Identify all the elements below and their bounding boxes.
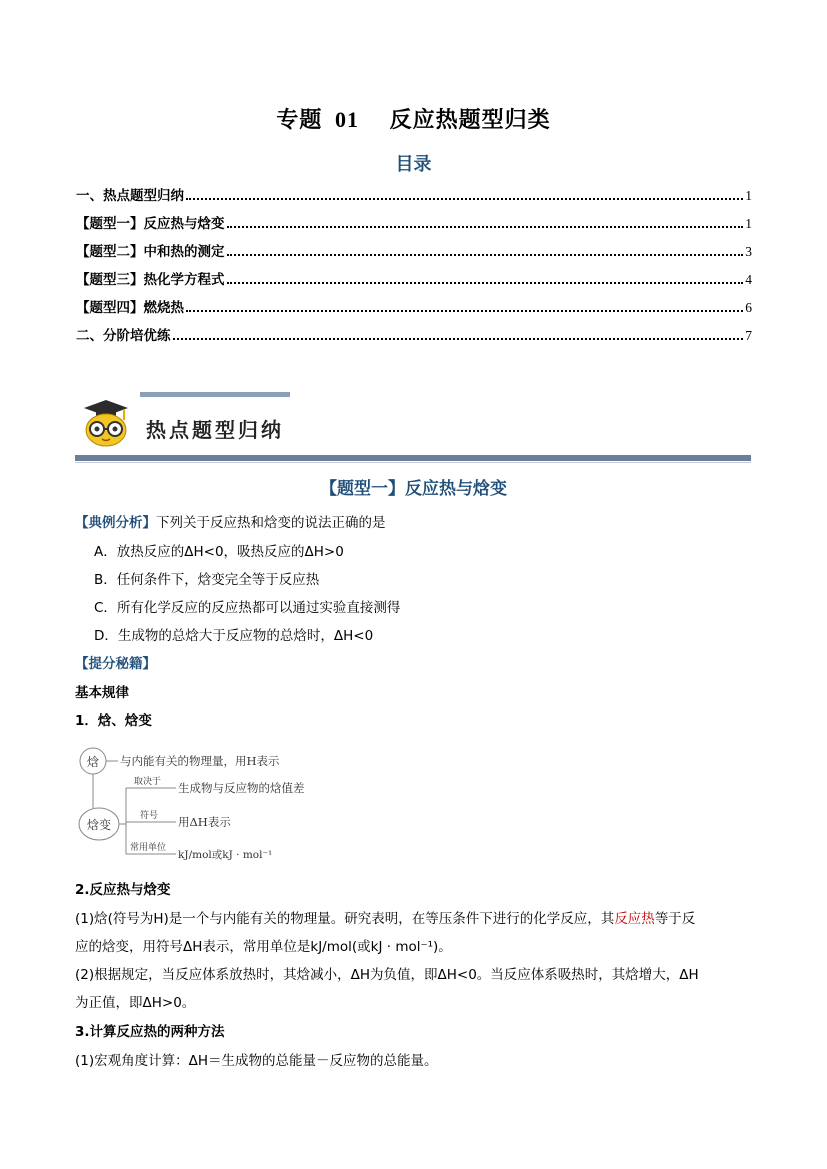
title-number: 01 [335, 107, 359, 132]
toc-leader [227, 254, 744, 256]
node-enthalpy-desc: 与内能有关的物理量，用H表示 [120, 754, 280, 768]
highlighted-term: 反应热 [614, 911, 655, 927]
title-prefix: 专题 [276, 107, 323, 133]
toc-item[interactable] [76, 324, 752, 344]
branch-value: 用ΔH表示 [178, 815, 231, 829]
example-tag: 【典例分析】 [75, 515, 156, 531]
option-letter: A． [94, 544, 117, 560]
toc-item-label: 【题型四】燃烧热 [76, 300, 184, 316]
option-d [94, 624, 373, 644]
toc-item[interactable] [76, 240, 752, 260]
paragraph-1-line-2: 应的焓变，用符号ΔH表示，常用单位是kJ/mol(或kJ · mol⁻¹)。 [75, 939, 452, 955]
banner-title: 热点题型归纳 [146, 418, 284, 442]
option-letter: C． [94, 600, 117, 616]
subheading-3: 3.计算反应热的两种方法 [75, 1024, 225, 1040]
option-text: 所有化学反应的反应热都可以通过实验直接测得 [116, 600, 401, 616]
paragraph-2-line-1: (2)根据规定，当反应体系放热时，其焓减小，ΔH为负值，即ΔH<0。当反应体系吸热时，其焓增大，ΔH [75, 967, 699, 983]
option-text: 生成物的总焓大于反应物的总焓时，ΔH<0 [117, 628, 374, 644]
paragraph-text: (1)焓(符号为H)是一个与内能有关的物理量。研究表明，在等压条件下进行的化学反应，其 [75, 911, 615, 927]
toc-item-page: 3 [745, 244, 752, 259]
toc-leader [186, 310, 743, 312]
banner-top-line [140, 392, 290, 397]
option-letter: B． [94, 572, 117, 588]
example-question-text: 下列关于反应热和焓变的说法正确的是 [156, 515, 386, 531]
option-text: 放热反应的ΔH<0，吸热反应的ΔH>0 [116, 544, 344, 560]
option-b [94, 568, 319, 588]
toc-leader [227, 226, 744, 228]
title-text: 反应热题型归类 [389, 107, 551, 133]
toc-leader [173, 338, 744, 340]
toc-item[interactable] [76, 296, 752, 316]
paragraph-1-line-1 [75, 907, 695, 927]
example-question [75, 511, 386, 531]
paragraph-2-line-2: 为正值，即ΔH>0。 [75, 995, 196, 1011]
enthalpy-concept-diagram [78, 744, 378, 866]
toc-item-page: 1 [745, 216, 752, 231]
paragraph-text: 等于反 [654, 911, 696, 927]
toc-item-page: 4 [745, 272, 752, 287]
toc-item[interactable] [76, 212, 752, 232]
toc-item-label: 一、热点题型归纳 [76, 188, 184, 204]
toc-item-label: 【题型三】热化学方程式 [76, 272, 225, 288]
toc-item-label: 二、分阶培优练 [76, 328, 171, 344]
section-heading: 【题型一】反应热与焓变 [320, 479, 507, 499]
toc-leader [186, 198, 743, 200]
toc-item-page: 7 [745, 328, 752, 343]
graduate-owl-icon [82, 398, 130, 448]
branch-label: 符号 [140, 811, 159, 821]
branch-label: 取决于 [134, 777, 162, 787]
branch-label: 常用单位 [130, 843, 167, 853]
toc-item-page: 6 [745, 300, 752, 315]
banner-rule [75, 455, 751, 461]
toc-item-page: 1 [745, 188, 752, 203]
subheading-2: 2.反应热与焓变 [75, 882, 171, 898]
option-text: 任何条件下，焓变完全等于反应热 [116, 572, 320, 588]
tips-tag: 【提分秘籍】 [75, 656, 156, 672]
document-title [0, 103, 827, 134]
node-enthalpy-change: 焓变 [86, 818, 112, 832]
node-enthalpy: 焓 [86, 755, 100, 769]
toc-item[interactable] [76, 184, 752, 204]
branch-value: kJ/mol或kJ · mol⁻¹ [178, 849, 273, 861]
toc-item[interactable] [76, 268, 752, 288]
option-a [94, 540, 344, 560]
toc-heading: 目录 [395, 154, 432, 175]
toc-item-label: 【题型二】中和热的测定 [76, 244, 225, 260]
option-c [94, 596, 400, 616]
option-letter: D． [94, 628, 118, 644]
toc-leader [227, 282, 744, 284]
paragraph-3: (1)宏观角度计算：ΔH＝生成物的总能量－反应物的总能量。 [75, 1053, 438, 1069]
toc-item-label: 【题型一】反应热与焓变 [76, 216, 225, 232]
banner-rule-thin [75, 462, 751, 463]
subheading-1: 1．焓、焓变 [75, 713, 152, 729]
branch-value: 生成物与反应物的焓值差 [178, 781, 305, 795]
basic-rules-heading: 基本规律 [75, 685, 129, 701]
